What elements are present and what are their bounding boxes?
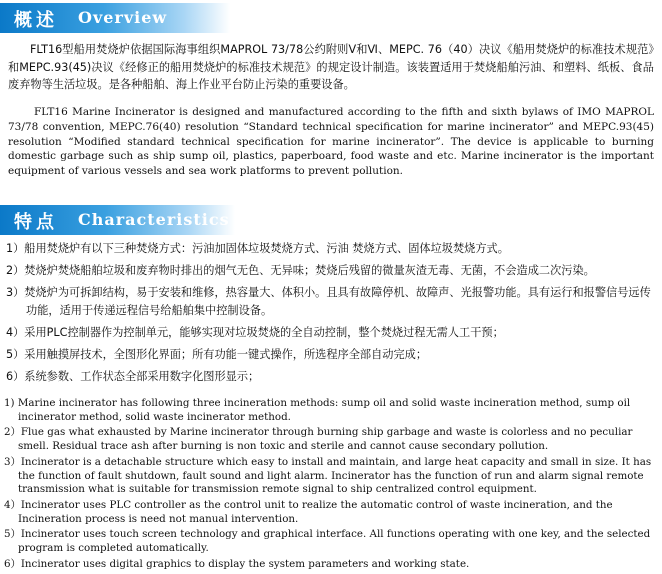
characteristics-heading-en: Characteristics [78, 210, 230, 229]
list-item: 6）Incinerator uses digital graphics to display the system parameters and working state. [4, 557, 470, 570]
list-item: 3）Incinerator is a detachable structure which easy to install and maintain, and large heat capacity and small in size. It has the function of fault shutdown, fault sound and light alarm. Incinerator has the function of run and alarm signal remote transmission what is suitable for transmission remote signal to ship centralized control equipment. [4, 455, 652, 496]
list-item: 3）焚烧炉为可拆卸结构，易于安装和维修，热容量大、体积小。且具有故障停机、故障声、光报警功能。具有运行和报警信号远传功能，适用于传递远程信号给船舶集中控制设备。 [6, 286, 651, 317]
list-item: 6）系统参数、工作状态全部采用数字化图形显示； [6, 370, 260, 383]
list-item: 5）Incinerator uses touch screen technology and graphical interface. All functions operating with one key, and the selected program is completed automatically. [4, 528, 651, 555]
overview-banner [0, 3, 230, 33]
characteristics-list-en [4, 397, 658, 573]
overview-paragraph-cn: FLT16型船用焚烧炉依据国际海事组织MAPROL 73/78公约附则Ⅴ和Ⅵ、MEPC. 76（40）决议《船用焚烧炉的标准技术规范》和MEPC.93(45)决议《经修正的船用焚烧炉的标准技术规范》的规定设计制造。该装置适用于焚烧船舶污油、和塑料、纸板、食品废弃物等生活垃圾。是各种船舶、海上作业平台防止污染的重要设备。 [8, 43, 654, 91]
list-item: 4）采用PLC控制器作为控制单元，能够实现对垃圾焚烧的全自动控制，整个焚烧过程无需人工干预； [6, 326, 504, 339]
list-item: 2）Flue gas what exhausted by Marine incinerator through burning ship garbage and waste is colorless and no peculiar smell. Residual trace ash after burning is non toxic and sterile and cannot cause secondary pollution. [4, 426, 633, 453]
list-item: 2）焚烧炉焚烧船舶垃圾和废弃物时排出的烟气无色、无异味；焚烧后残留的微量灰渣无毒、无菌，不会造成二次污染。 [6, 264, 595, 277]
list-item: 1) Marine incinerator has following three incineration methods: sump oil and solid waste incineration method, sump oil incinerator method, solid waste incinerator method. [4, 397, 631, 423]
characteristics-banner [0, 205, 235, 235]
characteristics-heading-cn: 特点 [14, 212, 58, 233]
list-item: 5）采用触摸屏技术，全图形化界面；所有功能一键式操作，所选程序全部自动完成； [6, 348, 428, 361]
list-item: 4）Incinerator uses PLC controller as the control unit to realize the automatic control of waste incineration, and the Incineration process is need not manual intervention. [4, 498, 613, 525]
characteristics-list-cn [6, 240, 658, 390]
overview-heading-en: Overview [78, 8, 168, 27]
list-item: 1）船用焚烧炉有以下三种焚烧方式：污油加固体垃圾焚烧方式、污油 焚烧方式、固体垃圾焚烧方式。 [6, 242, 509, 255]
overview-heading-cn: 概述 [14, 10, 58, 31]
overview-paragraph-en: FLT16 Marine Incinerator is designed and manufactured according to the fifth and sixth bylaws of IMO MAPROL 73/78 convention, MEPC.76(40) resolution “Standard technical specification for marine incinerator” and MEPC.93(45) resolution “Modified standard technical specification for marine incinerator”. The device is applicable to burning domestic garbage such as ship sump oil, plastics, paperboard, food waste and etc. Marine incinerator is the important equipment of various vessels and sea work platforms to prevent pollution. [8, 106, 654, 178]
